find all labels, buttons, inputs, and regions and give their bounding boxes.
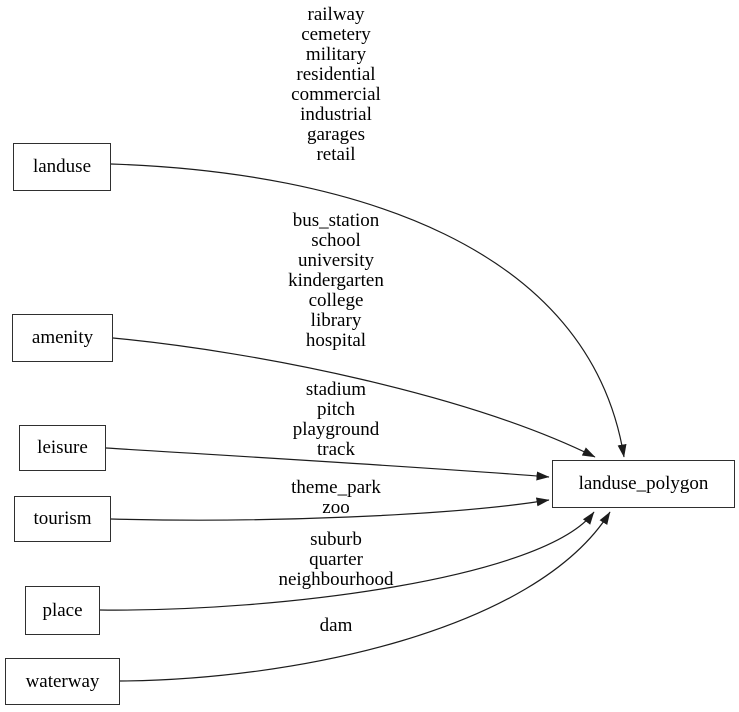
- node-amenity: amenity: [12, 314, 113, 362]
- edge-label-line: stadium: [305, 379, 367, 400]
- node-leisure: leisure: [19, 425, 106, 471]
- edge-label-line: pitch: [317, 399, 355, 420]
- edge-label-line: military: [305, 44, 367, 65]
- node-tourism: tourism: [14, 496, 111, 542]
- edge-label-line: hospital: [305, 330, 367, 351]
- edge-label-line: library: [310, 310, 362, 331]
- node-landuse: landuse: [13, 143, 111, 191]
- edge-label-line: neighbourhood: [278, 569, 394, 590]
- edge-label-line: suburb: [310, 529, 362, 550]
- edge-label-line: track: [317, 439, 355, 460]
- edge-label-place: [186, 530, 486, 590]
- edge-label-line: railway: [307, 4, 365, 25]
- edge-label-line: commercial: [291, 84, 381, 105]
- edge-label-line: dam: [319, 615, 353, 636]
- edge-label-line: school: [311, 230, 361, 251]
- edge-label-line: industrial: [300, 104, 372, 125]
- edge-label-line: cemetery: [301, 24, 371, 45]
- edge-label-line: zoo: [322, 497, 350, 518]
- edge-label-line: garages: [306, 124, 366, 145]
- edge-label-line: residential: [296, 64, 376, 85]
- edge-label-leisure: [186, 380, 486, 460]
- edge-label-line: retail: [316, 144, 356, 165]
- edge-label-tourism: [186, 478, 486, 518]
- edge-label-amenity: [186, 211, 486, 351]
- edge-label-line: quarter: [309, 549, 363, 570]
- node-place: place: [25, 586, 100, 635]
- edge-label-landuse: [186, 5, 486, 165]
- edge-label-line: bus_station: [292, 210, 380, 231]
- edge-label-line: university: [298, 250, 374, 271]
- node-landuse_polygon: landuse_polygon: [552, 460, 735, 508]
- node-waterway: waterway: [5, 658, 120, 705]
- edge-label-line: theme_park: [291, 477, 381, 498]
- edge-label-line: kindergarten: [288, 270, 384, 291]
- edge-label-waterway: [186, 616, 486, 636]
- edge-label-line: playground: [292, 419, 380, 440]
- edge-label-line: college: [308, 290, 364, 311]
